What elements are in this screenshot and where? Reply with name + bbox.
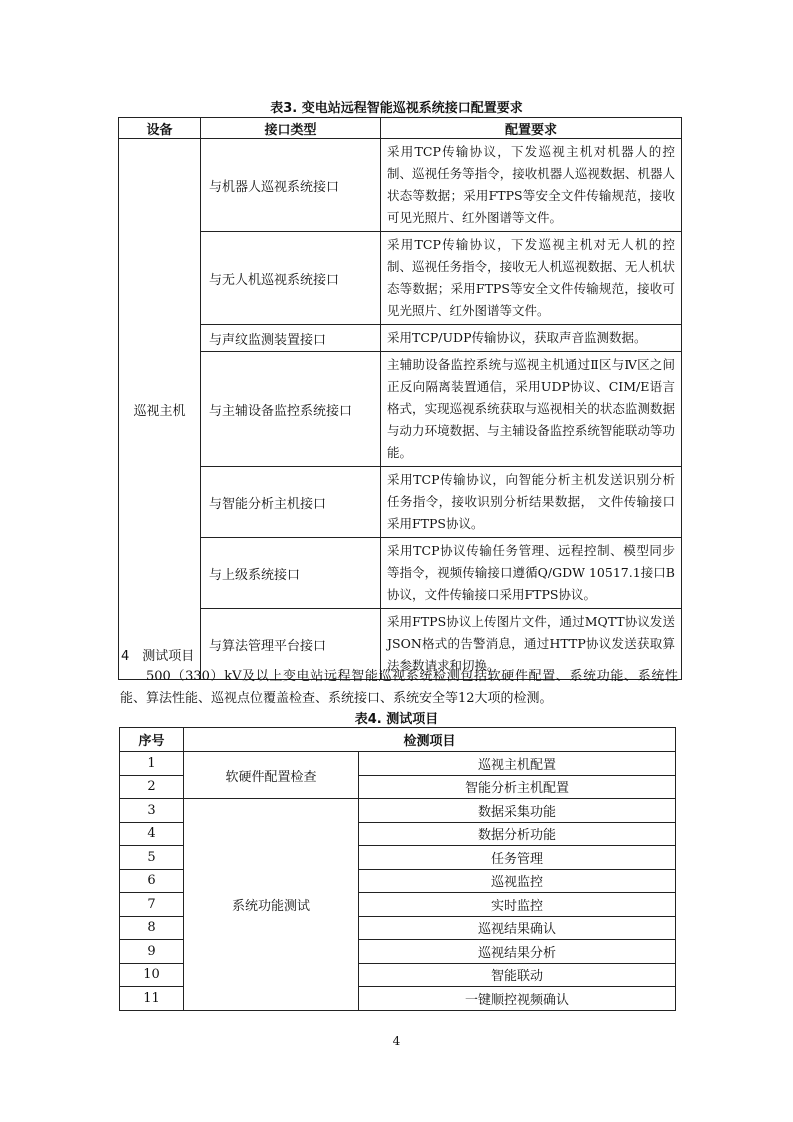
row-number-cell: 8 [120, 916, 184, 940]
test-item-cell: 智能分析主机配置 [359, 775, 676, 799]
test-item-cell: 智能联动 [359, 963, 676, 987]
row-number-cell: 10 [120, 963, 184, 987]
interface-type-cell: 与主辅设备监控系统接口 [201, 352, 381, 467]
table-row [119, 232, 682, 325]
row-number-cell: 6 [120, 869, 184, 893]
device-cell: 巡视主机 [119, 139, 201, 680]
interface-type-cell: 与上级系统接口 [201, 538, 381, 609]
interface-type-cell: 与无人机巡视系统接口 [201, 232, 381, 325]
table-row [120, 799, 676, 823]
table-row [120, 752, 676, 776]
section-paragraph: 500（330）kV及以上变电站远程智能巡视系统检测包括软硬件配置、系统功能、系统性能、算法性能、巡视点位覆盖检查、系统接口、系统安全等12大项的检测。 [120, 669, 678, 706]
row-number-cell: 9 [120, 940, 184, 964]
row-number-cell: 7 [120, 893, 184, 917]
requirement-cell: 采用TCP传输协议，下发巡视主机对机器人的控制、巡视任务等指令，接收机器人巡视数据、机器人状态等数据；采用FTPS等安全文件传输规范，接收可见光照片、红外图谱等文件。 [381, 139, 682, 232]
interface-type-cell: 与声纹监测装置接口 [201, 325, 381, 352]
column-header-device: 设备 [119, 118, 201, 139]
test-item-cell: 一键顺控视频确认 [359, 987, 676, 1011]
test-item-cell: 数据采集功能 [359, 799, 676, 823]
requirement-cell: 主辅助设备监控系统与巡视主机通过Ⅱ区与Ⅳ区之间正反向隔离装置通信，采用UDP协议、CIM/E语言格式，实现巡视系统获取与巡视相关的状态监测数据与动力环境数据、与主辅设备监控系统智能联动等功能。 [381, 352, 682, 467]
row-number-cell: 3 [120, 799, 184, 823]
test-item-cell: 巡视主机配置 [359, 752, 676, 776]
row-number-cell: 5 [120, 846, 184, 870]
section-heading: 4 测试项目 [121, 649, 195, 664]
interface-type-cell: 与算法管理平台接口 [201, 609, 381, 680]
test-item-cell: 数据分析功能 [359, 822, 676, 846]
row-number-cell: 1 [120, 752, 184, 776]
table-row [119, 538, 682, 609]
requirement-cell: 采用TCP传输协议，向智能分析主机发送识别分析任务指令，接收识别分析结果数据， 文件传输接口采用FTPS协议。 [381, 467, 682, 538]
category-cell: 系统功能测试 [184, 799, 359, 1011]
test-item-cell: 巡视监控 [359, 869, 676, 893]
test-item-cell: 巡视结果确认 [359, 916, 676, 940]
column-header-number: 序号 [120, 728, 184, 752]
page-number: 4 [392, 1034, 401, 1048]
requirement-cell: 采用TCP协议传输任务管理、远程控制、模型同步等指令，视频传输接口遵循Q/GDW 10517.1接口B协议，文件传输接口采用FTPS协议。 [381, 538, 682, 609]
table-row [119, 325, 682, 352]
table-header-row [120, 728, 676, 752]
table-row [119, 139, 682, 232]
column-header-interface-type: 接口类型 [201, 118, 381, 139]
requirement-cell: 采用TCP/UDP传输协议，获取声音监测数据。 [381, 325, 682, 352]
table-row [119, 467, 682, 538]
row-number-cell: 4 [120, 822, 184, 846]
test-item-cell: 任务管理 [359, 846, 676, 870]
row-number-cell: 2 [120, 775, 184, 799]
column-header-test-item: 检测项目 [184, 728, 676, 752]
test-item-cell: 巡视结果分析 [359, 940, 676, 964]
table-header-row [119, 118, 682, 139]
requirement-cell: 采用FTPS协议上传图片文件，通过MQTT协议发送JSON格式的告警消息，通过HTTP协议发送获取算法参数请求和切换。 [381, 609, 682, 680]
test-items-table [119, 727, 676, 1011]
category-cell: 软硬件配置检查 [184, 752, 359, 799]
table4-caption: 表4. 测试项目 [354, 712, 439, 727]
row-number-cell: 11 [120, 987, 184, 1011]
requirement-cell: 采用TCP传输协议，下发巡视主机对无人机的控制、巡视任务指令，接收无人机巡视数据、无人机状态等数据；采用FTPS等安全文件传输规范，接收可见光照片、红外图谱等文件。 [381, 232, 682, 325]
table-row [119, 352, 682, 467]
interface-type-cell: 与机器人巡视系统接口 [201, 139, 381, 232]
test-item-cell: 实时监控 [359, 893, 676, 917]
interface-config-table [118, 117, 682, 680]
interface-type-cell: 与智能分析主机接口 [201, 467, 381, 538]
table3-caption: 表3. 变电站远程智能巡视系统接口配置要求 [270, 101, 523, 116]
column-header-config-requirement: 配置要求 [381, 118, 682, 139]
